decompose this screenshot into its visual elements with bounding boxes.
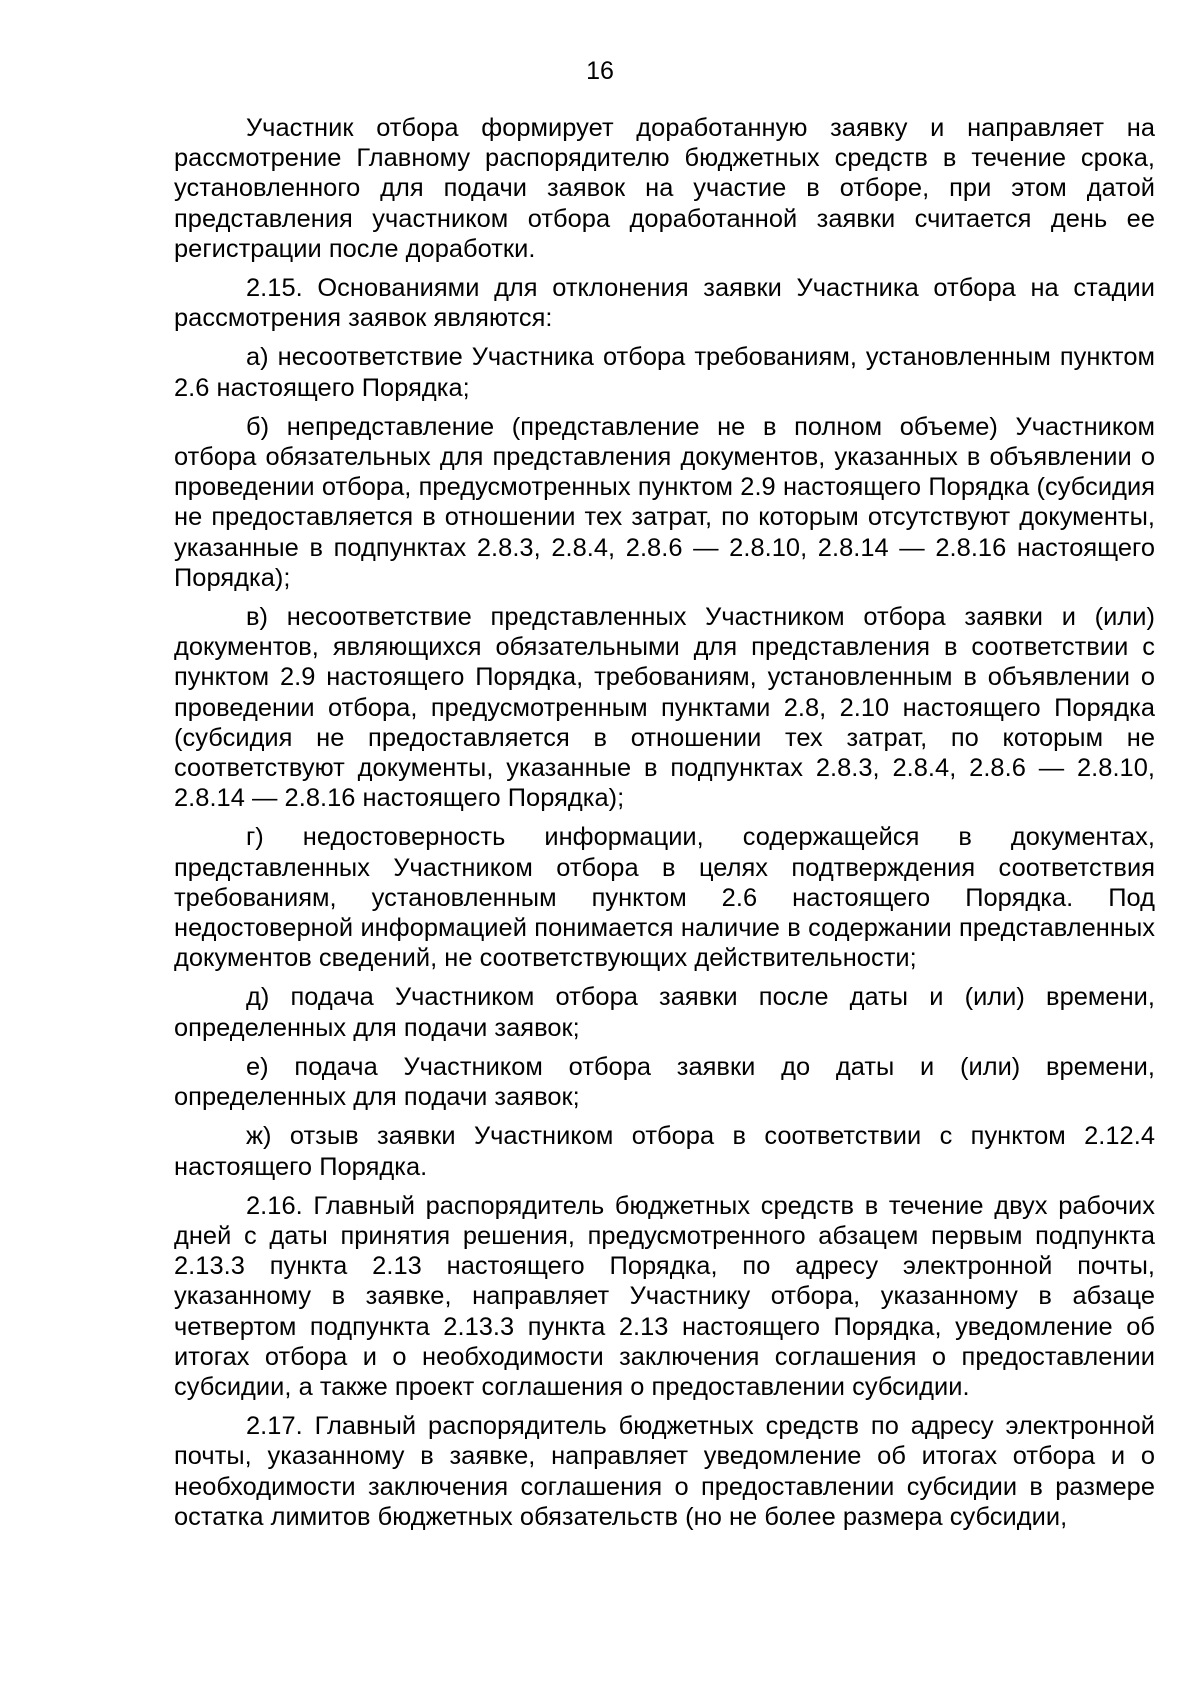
list-item-e: е) подача Участником отбора заявки до даты и (или) времени, определенных для подачи заявок; [174, 1052, 1155, 1112]
page-number: 16 [586, 57, 614, 85]
list-item-b: б) непредставление (представление не в полном объеме) Участником отбора обязательных для представления документов, указанных в объявлении о проведении отбора, предусмотренных пунктом 2.9 настоящего Порядка (субсидия не предоставляется в отношении тех затрат, по которым отсутствуют документы, указанные в подпунктах 2.8.3, 2.8.4, 2.8.6 — 2.8.10, 2.8.14 — 2.8.16 настоящего Порядка); [174, 412, 1155, 592]
document-body [174, 113, 1155, 1541]
list-item-g: г) недостоверность информации, содержащейся в документах, представленных Участником отбора в целях подтверждения соответствия требованиям, установленным пунктом 2.6 настоящего Порядка. Под недостоверной информацией понимается наличие в содержании представленных документов сведений, не соответствующих действительности; [174, 823, 1155, 973]
list-item-v: в) несоответствие представленных Участником отбора заявки и (или) документов, являющихся обязательными для представления в соответствии с пунктом 2.9 настоящего Порядка, требованиям, установленным в объявлении о проведении отбора, предусмотренным пунктами 2.8, 2.10 настоящего Порядка (субсидия не предоставляется в отношении тех затрат, по которым не соответствуют документы, указанные в подпунктах 2.8.3, 2.8.4, 2.8.6 — 2.8.10, 2.8.14 — 2.8.16 настоящего Порядка); [174, 603, 1155, 813]
paragraph-application-revision: Участник отбора формирует доработанную заявку и направляет на рассмотрение Главному распорядителю бюджетных средств в течение срока, установленного для подачи заявок на участие в отборе, при этом датой представления участником отбора доработанной заявки считается день ее регистрации после доработки. [174, 114, 1155, 263]
list-item-a: а) несоответствие Участника отбора требованиям, установленным пунктом 2.6 настоящего Порядка; [174, 343, 1155, 402]
list-item-zh: ж) отзыв заявки Участником отбора в соответствии с пунктом 2.12.4 настоящего Порядка. [174, 1122, 1155, 1181]
list-item-d: д) подача Участником отбора заявки после даты и (или) времени, определенных для подачи заявок; [174, 983, 1155, 1042]
paragraph-2-16: 2.16. Главный распорядитель бюджетных средств в течение двух рабочих дней с даты принятия решения, предусмотренного абзацем первым подпункта 2.13.3 пункта 2.13 настоящего Порядка, по адресу электронной почты, указанному в заявке, направляет Участнику отбора, указанному в абзаце четвертом подпункта 2.13.3 пункта 2.13 настоящего Порядка, уведомление об итогах отбора и о необходимости заключения соглашения о предоставлении субсидии, а также проект соглашения о предоставлении субсидии. [174, 1191, 1155, 1401]
paragraph-2-17: 2.17. Главный распорядитель бюджетных средств по адресу электронной почты, указанному в заявке, направляет уведомление об итогах отбора и о необходимости заключения соглашения о предоставлении субсидии в размере остатка лимитов бюджетных обязательств (но не более размера субсидии, [174, 1412, 1155, 1531]
paragraph-2-15-grounds-for-rejection: 2.15. Основаниями для отклонения заявки Участника отбора на стадии рассмотрения заявок являются: [174, 274, 1155, 333]
